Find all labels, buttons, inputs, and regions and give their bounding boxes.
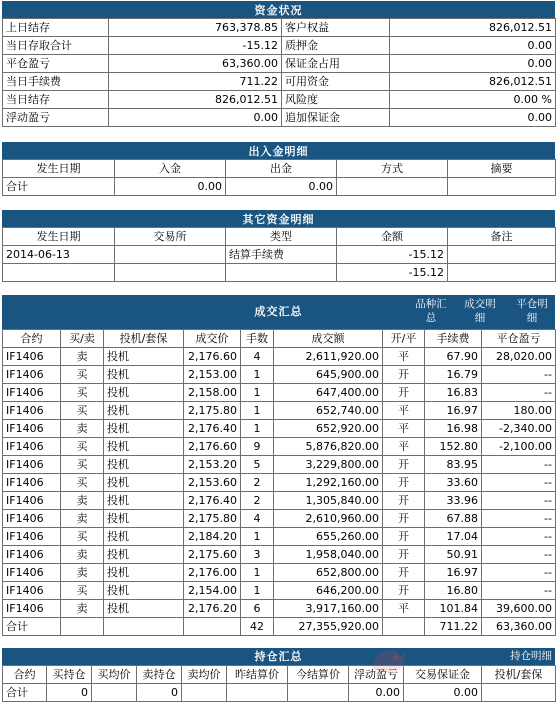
trade-cell: 2,176.40: [184, 492, 241, 510]
trade-cell: 16.98: [425, 420, 482, 438]
trade-cell: 1: [241, 528, 274, 546]
col-header: 卖持仓: [137, 666, 182, 684]
total-cell: [482, 684, 556, 702]
col-header: 发生日期: [3, 160, 115, 178]
trade-cell: --: [482, 456, 556, 474]
total-cell: 0: [47, 684, 92, 702]
trade-cell: -2,340.00: [482, 420, 556, 438]
other-title: 其它资金明细: [2, 210, 555, 227]
empty-cell: [115, 264, 226, 282]
other-total-row: [3, 264, 556, 282]
fund-value: 0.00: [390, 37, 556, 55]
col-header: 买均价: [92, 666, 137, 684]
hold-header-row: [3, 666, 556, 684]
col-header: 手续费: [425, 330, 482, 348]
fund-value: 711.22: [109, 73, 282, 91]
other-table: [2, 227, 556, 282]
inout-total-row: [3, 178, 556, 196]
fund-value: 763,378.85: [109, 19, 282, 37]
trade-cell: IF1406: [3, 510, 61, 528]
trade-cell: IF1406: [3, 384, 61, 402]
total-cell: [383, 618, 425, 636]
other-total-label: [3, 264, 115, 282]
total-in: 0.00: [115, 178, 226, 196]
link-product-summary[interactable]: 品种汇总: [415, 298, 447, 324]
trade-cell: --: [482, 474, 556, 492]
trade-cell: 开: [383, 492, 425, 510]
fund-value: 0.00 %: [390, 91, 556, 109]
col-header: 出金: [226, 160, 337, 178]
col-header: 合约: [3, 330, 61, 348]
trade-cell: 投机: [104, 546, 184, 564]
table-row: [3, 564, 556, 582]
hold-total-row: [3, 684, 556, 702]
fund-value: -15.12: [109, 37, 282, 55]
col-header: 浮动盈亏: [349, 666, 404, 684]
trades-title: 成交汇总: [254, 305, 303, 318]
trade-cell: 2,176.60: [184, 438, 241, 456]
trade-cell: 投机: [104, 582, 184, 600]
total-memo: [448, 178, 556, 196]
trade-cell: 16.97: [425, 564, 482, 582]
trade-cell: 2,176.60: [184, 348, 241, 366]
trade-cell: --: [482, 384, 556, 402]
trade-cell: 1,305,840.00: [274, 492, 383, 510]
trade-cell: 买: [61, 456, 104, 474]
trade-cell: 5,876,820.00: [274, 438, 383, 456]
trade-cell: 投机: [104, 510, 184, 528]
trade-cell: 卖: [61, 600, 104, 618]
other-note: [448, 246, 556, 264]
trade-cell: IF1406: [3, 492, 61, 510]
hold-title: 持仓汇总: [254, 650, 303, 663]
fund-label: 当日手续费: [3, 73, 109, 91]
other-type: 结算手续费: [226, 246, 337, 264]
col-header: 今结算价: [288, 666, 349, 684]
link-hold-detail[interactable]: 持仓明细: [510, 650, 552, 662]
total-cell: [227, 684, 288, 702]
trade-cell: 652,920.00: [274, 420, 383, 438]
trade-cell: 655,260.00: [274, 528, 383, 546]
trade-cell: 开: [383, 456, 425, 474]
trade-cell: 33.60: [425, 474, 482, 492]
fund-value: 826,012.51: [109, 91, 282, 109]
fund-section: [2, 1, 555, 127]
fund-title: 资金状况: [2, 1, 555, 18]
trade-cell: 2,175.60: [184, 546, 241, 564]
trade-cell: 平: [383, 402, 425, 420]
trade-cell: 投机: [104, 438, 184, 456]
table-row: [3, 456, 556, 474]
trade-cell: 平: [383, 600, 425, 618]
table-row: [3, 546, 556, 564]
trade-cell: 152.80: [425, 438, 482, 456]
fund-label: 平仓盈亏: [3, 55, 109, 73]
trade-cell: 开: [383, 582, 425, 600]
other-row: [3, 246, 556, 264]
trade-cell: 2,184.20: [184, 528, 241, 546]
col-header: 金额: [337, 228, 448, 246]
trade-cell: IF1406: [3, 528, 61, 546]
trade-cell: 卖: [61, 510, 104, 528]
fund-value: 826,012.51: [390, 73, 556, 91]
hold-table: [2, 665, 556, 702]
trade-cell: -2,100.00: [482, 438, 556, 456]
inout-section: [2, 142, 555, 196]
trade-cell: 39,600.00: [482, 600, 556, 618]
trade-cell: 1,292,160.00: [274, 474, 383, 492]
trade-cell: 2,176.20: [184, 600, 241, 618]
col-header: 成交价: [184, 330, 241, 348]
trade-cell: IF1406: [3, 564, 61, 582]
other-header-row: [3, 228, 556, 246]
trades-header-row: [3, 330, 556, 348]
table-row: [3, 366, 556, 384]
trade-cell: 2,611,920.00: [274, 348, 383, 366]
trade-cell: IF1406: [3, 402, 61, 420]
trade-cell: 投机: [104, 456, 184, 474]
table-row: [3, 528, 556, 546]
fund-label: 可用资金: [282, 73, 390, 91]
trade-cell: 投机: [104, 348, 184, 366]
fund-label: 客户权益: [282, 19, 390, 37]
fund-value: 826,012.51: [390, 19, 556, 37]
trade-cell: 买: [61, 438, 104, 456]
fund-label: 追加保证金: [282, 109, 390, 127]
total-cell: 63,360.00: [482, 618, 556, 636]
trade-cell: 2,153.00: [184, 366, 241, 384]
trade-cell: --: [482, 366, 556, 384]
trade-cell: 16.83: [425, 384, 482, 402]
trade-cell: 投机: [104, 492, 184, 510]
trade-cell: 开: [383, 366, 425, 384]
trade-cell: 2,175.80: [184, 510, 241, 528]
trade-cell: 33.96: [425, 492, 482, 510]
trade-cell: 180.00: [482, 402, 556, 420]
other-exchange: [115, 246, 226, 264]
trade-cell: 4: [241, 348, 274, 366]
trade-cell: 83.95: [425, 456, 482, 474]
trade-cell: IF1406: [3, 366, 61, 384]
trade-cell: 开: [383, 564, 425, 582]
trade-cell: --: [482, 564, 556, 582]
trade-cell: 1: [241, 564, 274, 582]
trade-cell: 647,400.00: [274, 384, 383, 402]
fund-value: 0.00: [390, 109, 556, 127]
trade-cell: IF1406: [3, 348, 61, 366]
trade-cell: 卖: [61, 546, 104, 564]
fund-label: 质押金: [282, 37, 390, 55]
trade-cell: 2,176.00: [184, 564, 241, 582]
trade-cell: 50.91: [425, 546, 482, 564]
other-date: 2014-06-13: [3, 246, 115, 264]
trade-cell: 卖: [61, 564, 104, 582]
trade-cell: 开: [383, 546, 425, 564]
trade-cell: 买: [61, 384, 104, 402]
fund-label: 风险度: [282, 91, 390, 109]
col-header: 成交额: [274, 330, 383, 348]
total-cell: 711.22: [425, 618, 482, 636]
trade-cell: 101.84: [425, 600, 482, 618]
trade-cell: 1: [241, 582, 274, 600]
trade-cell: 投机: [104, 384, 184, 402]
trade-cell: 卖: [61, 348, 104, 366]
trade-cell: 投机: [104, 600, 184, 618]
total-cell: [182, 684, 227, 702]
total-cell: 合计: [3, 618, 61, 636]
trade-cell: --: [482, 546, 556, 564]
inout-header-row: [3, 160, 556, 178]
trade-cell: 卖: [61, 492, 104, 510]
total-method: [337, 178, 448, 196]
link-trade-detail[interactable]: 成交明细: [464, 298, 496, 324]
link-close-detail[interactable]: 平仓明细: [516, 298, 548, 324]
fund-table: [2, 18, 556, 127]
fund-label: 当日存取合计: [3, 37, 109, 55]
trades-table: [2, 329, 556, 636]
trades-total-row: [3, 618, 556, 636]
trade-cell: 652,740.00: [274, 402, 383, 420]
trade-cell: 17.04: [425, 528, 482, 546]
hold-section: [2, 648, 555, 702]
fund-label: 当日结存: [3, 91, 109, 109]
trade-cell: 67.88: [425, 510, 482, 528]
trade-cell: 2,153.20: [184, 456, 241, 474]
fund-label: 上日结存: [3, 19, 109, 37]
fund-row: [3, 73, 556, 91]
col-header: 投机/套保: [482, 666, 556, 684]
trade-cell: 3: [241, 546, 274, 564]
trade-cell: 4: [241, 510, 274, 528]
other-amount: -15.12: [337, 246, 448, 264]
col-header: 平仓盈亏: [482, 330, 556, 348]
col-header: 买持仓: [47, 666, 92, 684]
table-row: [3, 582, 556, 600]
col-header: 方式: [337, 160, 448, 178]
trade-cell: 投机: [104, 420, 184, 438]
trade-cell: 投机: [104, 528, 184, 546]
trade-cell: 16.97: [425, 402, 482, 420]
trade-cell: 645,900.00: [274, 366, 383, 384]
col-header: 开/平: [383, 330, 425, 348]
total-cell: [184, 618, 241, 636]
trade-cell: 1,958,040.00: [274, 546, 383, 564]
empty-cell: [448, 264, 556, 282]
trade-cell: IF1406: [3, 474, 61, 492]
trade-cell: 2,154.00: [184, 582, 241, 600]
col-header: 买/卖: [61, 330, 104, 348]
trade-cell: 2: [241, 474, 274, 492]
other-total-amount: -15.12: [337, 264, 448, 282]
trade-cell: 开: [383, 384, 425, 402]
fund-row: [3, 37, 556, 55]
col-header: 昨结算价: [227, 666, 288, 684]
fund-row: [3, 91, 556, 109]
trade-cell: 16.79: [425, 366, 482, 384]
total-cell: 27,355,920.00: [274, 618, 383, 636]
trade-cell: 3,917,160.00: [274, 600, 383, 618]
trade-cell: 9: [241, 438, 274, 456]
trade-cell: 646,200.00: [274, 582, 383, 600]
trade-cell: 投机: [104, 402, 184, 420]
trade-cell: 开: [383, 474, 425, 492]
trade-cell: 开: [383, 528, 425, 546]
trade-cell: IF1406: [3, 582, 61, 600]
trade-cell: 5: [241, 456, 274, 474]
trade-cell: 平: [383, 348, 425, 366]
total-out: 0.00: [226, 178, 337, 196]
trade-cell: 1: [241, 384, 274, 402]
table-row: [3, 438, 556, 456]
trades-section: [2, 295, 555, 636]
fund-value: 63,360.00: [109, 55, 282, 73]
hold-header: [2, 648, 555, 665]
table-row: [3, 474, 556, 492]
trade-cell: --: [482, 492, 556, 510]
fund-row: [3, 19, 556, 37]
trade-cell: IF1406: [3, 546, 61, 564]
trade-cell: IF1406: [3, 420, 61, 438]
total-cell: [288, 684, 349, 702]
total-cell: 0.00: [404, 684, 482, 702]
fund-label: 浮动盈亏: [3, 109, 109, 127]
trade-cell: 平: [383, 420, 425, 438]
trade-cell: 28,020.00: [482, 348, 556, 366]
col-header: 手数: [241, 330, 274, 348]
trade-cell: 开: [383, 510, 425, 528]
col-header: 备注: [448, 228, 556, 246]
empty-cell: [226, 264, 337, 282]
trade-cell: --: [482, 510, 556, 528]
total-cell: 0.00: [349, 684, 404, 702]
trade-cell: 2: [241, 492, 274, 510]
trade-cell: 买: [61, 474, 104, 492]
trade-cell: 2,158.00: [184, 384, 241, 402]
trade-cell: 1: [241, 420, 274, 438]
total-cell: 0: [137, 684, 182, 702]
other-section: [2, 210, 555, 282]
col-header: 投机/套保: [104, 330, 184, 348]
fund-value: 0.00: [390, 55, 556, 73]
fund-row: [3, 109, 556, 127]
trade-cell: 2,610,960.00: [274, 510, 383, 528]
trade-cell: IF1406: [3, 438, 61, 456]
table-row: [3, 600, 556, 618]
trades-header: [2, 295, 555, 329]
trade-cell: 卖: [61, 420, 104, 438]
trade-cell: 3,229,800.00: [274, 456, 383, 474]
trade-cell: 投机: [104, 564, 184, 582]
trade-cell: IF1406: [3, 456, 61, 474]
trade-cell: 2,176.40: [184, 420, 241, 438]
trade-cell: 买: [61, 582, 104, 600]
trade-cell: 投机: [104, 474, 184, 492]
col-header: 交易所: [115, 228, 226, 246]
total-cell: [61, 618, 104, 636]
trade-cell: 67.90: [425, 348, 482, 366]
trade-cell: 2,175.80: [184, 402, 241, 420]
col-header: 摘要: [448, 160, 556, 178]
total-cell: [92, 684, 137, 702]
trade-cell: 1: [241, 402, 274, 420]
col-header: 交易保证金: [404, 666, 482, 684]
col-header: 发生日期: [3, 228, 115, 246]
trade-cell: 买: [61, 402, 104, 420]
trade-cell: 2,153.60: [184, 474, 241, 492]
trade-cell: --: [482, 528, 556, 546]
col-header: 合约: [3, 666, 47, 684]
table-row: [3, 492, 556, 510]
trade-cell: --: [482, 582, 556, 600]
table-row: [3, 420, 556, 438]
trade-cell: 16.80: [425, 582, 482, 600]
inout-title: 出入金明细: [2, 142, 555, 159]
trade-cell: 6: [241, 600, 274, 618]
table-row: [3, 384, 556, 402]
inout-table: [2, 159, 556, 196]
fund-row: [3, 55, 556, 73]
fund-value: 0.00: [109, 109, 282, 127]
fund-label: 保证金占用: [282, 55, 390, 73]
col-header: 类型: [226, 228, 337, 246]
total-cell: [104, 618, 184, 636]
trade-cell: 投机: [104, 366, 184, 384]
table-row: [3, 402, 556, 420]
trade-cell: IF1406: [3, 600, 61, 618]
total-label: 合计: [3, 178, 115, 196]
trade-cell: 652,800.00: [274, 564, 383, 582]
total-cell: 42: [241, 618, 274, 636]
col-header: 卖均价: [182, 666, 227, 684]
col-header: 入金: [115, 160, 226, 178]
trade-cell: 1: [241, 366, 274, 384]
table-row: [3, 348, 556, 366]
trade-cell: 买: [61, 528, 104, 546]
trade-cell: 买: [61, 366, 104, 384]
trade-cell: 平: [383, 438, 425, 456]
table-row: [3, 510, 556, 528]
total-cell: 合计: [3, 684, 47, 702]
